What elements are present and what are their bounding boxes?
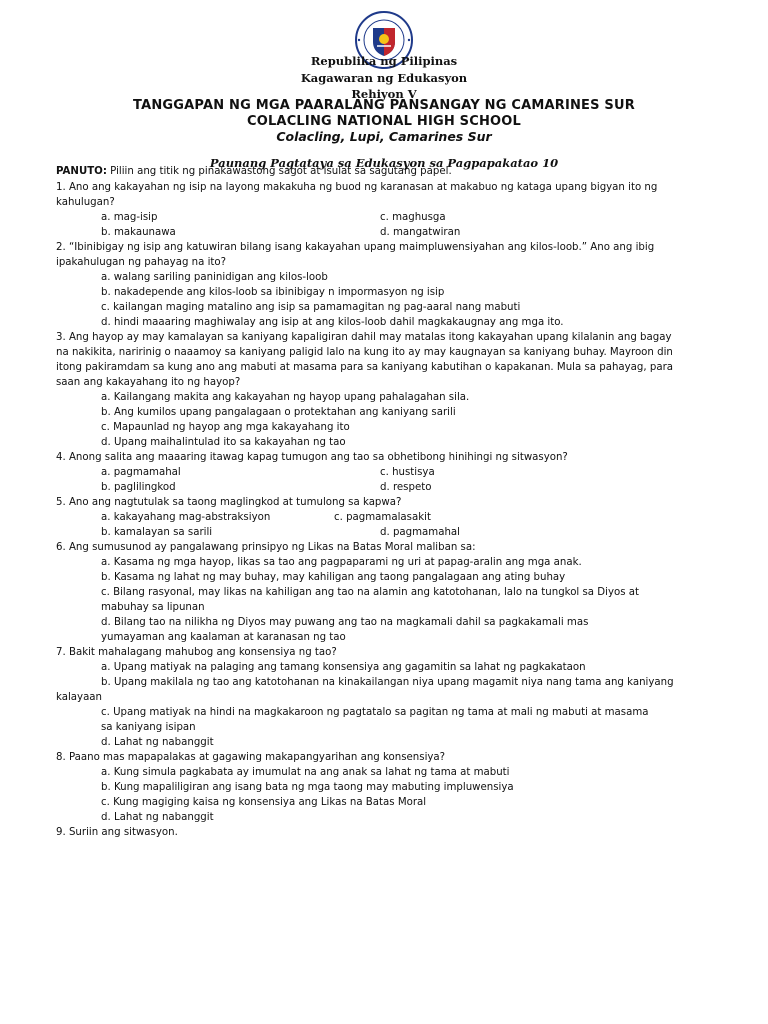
question-line: itong pakiramdam sa kung ano ang mabuti at masama para sa kaniyang kabutihan o kapakanan. Mula sa pahayag, para — [56, 362, 674, 373]
choice-line: b. makaunawa — [101, 227, 176, 238]
choice-line: a. Kasama ng mga hayop, likas sa tao ang pagpaparami ng uri at papag-aralin ang mga anak. — [101, 557, 582, 568]
question-line: 7. Bakit mahalagang mahubog ang konsensiya ng tao? — [56, 647, 337, 658]
choice-line: kalayaan — [56, 692, 103, 703]
choice-line: sa kaniyang isipan — [101, 722, 196, 733]
exam-title: Paunang Pagtataya sa Edukasyon sa Pagpapakatao 10 — [209, 156, 559, 170]
choice-line: c. Upang matiyak na hindi na magkakaroon ng pagtatalo sa pagitan ng tama at mali ng mabuti at masama — [101, 707, 649, 718]
choice-line: c. Mapaunlad ng hayop ang mga kakayahang ito — [101, 422, 350, 433]
instructions — [56, 165, 452, 178]
choice-line: a. walang sariling paninidigan ang kilos-loob — [101, 272, 328, 283]
division-line: TANGGAPAN NG MGA PAARALANG PANSANGAY NG CAMARINES SUR — [133, 98, 635, 113]
choice-line: c. kailangan maging matalino ang isip sa pamamagitan ng pag-aaral nang mabuti — [101, 302, 521, 313]
instructions-text: Piliin ang titik ng pinakawastong sagot at isulat sa sagutang papel. — [106, 166, 452, 177]
choice-line: c. Kung magiging kaisa ng konsensiya ang Likas na Batas Moral — [101, 797, 427, 808]
school-address: Colacling, Lupi, Camarines Sur — [276, 129, 492, 144]
choice-line: c. Bilang rasyonal, may likas na kahiligan ang tao na alamin ang katotohanan, lalo na tungkol sa Diyos at — [101, 587, 640, 598]
question-line: 3. Ang hayop ay may kamalayan sa kaniyang kapaligiran dahil may matalas itong kakayahan upang kilalanin ang bagay — [56, 332, 672, 343]
republic-line: Republika ng Pilipinas — [310, 54, 458, 68]
choice-line: d. mangatwiran — [380, 227, 461, 238]
question-line: 2. “Ibinibigay ng isip ang katuwiran bilang isang kakayahan upang maimpluwensiyahan ang kilos-loob.” Ano ang ibig — [56, 242, 655, 253]
choice-line: d. Lahat ng nabanggit — [101, 737, 214, 748]
question-line: 9. Suriin ang sitwasyon. — [56, 827, 178, 838]
choice-line: b. nakadepende ang kilos-loob sa ibinibigay n impormasyon ng isip — [101, 287, 445, 298]
school-name: COLACLING NATIONAL HIGH SCHOOL — [246, 114, 522, 129]
department-line: Kagawaran ng Edukasyon — [300, 71, 468, 85]
question-line: saan ang kakayahang ito ng hayop? — [56, 377, 241, 388]
choice-line: a. pagmamahal — [101, 467, 181, 478]
choice-line: d. Lahat ng nabanggit — [101, 812, 214, 823]
choice-line: a. Kailangang makita ang kakayahan ng hayop upang pahalagahan sila. — [101, 392, 470, 403]
choice-line: mabuhay sa lipunan — [101, 602, 205, 613]
choice-line: d. hindi maaaring maghiwalay ang isip at ang kilos-loob dahil magkakaugnay ang mga ito. — [101, 317, 564, 328]
choice-line: a. kakayahang mag-abstraksiyon — [101, 512, 271, 523]
choice-line: b. Kasama ng lahat ng may buhay, may kahiligan ang taong pangalagaan ang ating buhay — [101, 572, 566, 583]
choice-line: a. mag-isip — [101, 212, 158, 223]
choice-line: a. Kung simula pagkabata ay imumulat na ang anak sa lahat ng tama at mabuti — [101, 767, 510, 778]
choice-line: d. pagmamahal — [380, 527, 460, 538]
question-line: 5. Ano ang nagtutulak sa taong maglingkod at tumulong sa kapwa? — [56, 497, 402, 508]
question-line: 4. Anong salita ang maaaring itawag kapag tumugon ang tao sa obhetibong hinihingi ng sitwasyon? — [56, 452, 568, 463]
choice-line: a. Upang matiyak na palaging ang tamang konsensiya ang gagamitin sa lahat ng pagkakataon — [101, 662, 586, 673]
choice-line: d. Upang maihalintulad ito sa kakayahan ng tao — [101, 437, 346, 448]
choice-line: d. Bilang tao na nilikha ng Diyos may puwang ang tao na magkamali dahil sa pagkakamali mas — [101, 617, 589, 628]
choice-line: b. paglilingkod — [101, 482, 176, 493]
choice-line: b. kamalayan sa sarili — [101, 527, 213, 538]
choice-line: b. Ang kumilos upang pangalagaan o protektahan ang kaniyang sarili — [101, 407, 456, 418]
question-line: na nakikita, naririnig o naaamoy sa kaniyang paligid lalo na kung ito ay may kaugnayan sa kaniyang buhay. Mayroon din — [56, 347, 673, 358]
question-line: ipakahulugan ng pahayag na ito? — [56, 257, 227, 268]
question-line: 1. Ano ang kakayahan ng isip na layong makakuha ng buod ng karanasan at makabuo ng kataga upang bigyan ito ng — [56, 182, 658, 193]
instructions-label: PANUTO: — [56, 166, 107, 177]
choice-line: b. Kung mapaliligiran ang isang bata ng mga taong may mabuting impluwensiya — [101, 782, 514, 793]
choice-line: c. maghusga — [380, 212, 446, 223]
question-line: 6. Ang sumusunod ay pangalawang prinsipyo ng Likas na Batas Moral maliban sa: — [56, 542, 476, 553]
choice-line: c. hustisya — [380, 467, 435, 478]
question-line: kahulugan? — [56, 197, 115, 208]
choice-line: d. respeto — [380, 482, 432, 493]
choice-line: yumayaman ang kaalaman at karanasan ng tao — [101, 632, 346, 643]
question-line: 8. Paano mas mapapalakas at gagawing makapangyarihan ang konsensiya? — [56, 752, 446, 763]
choice-line: b. Upang makilala ng tao ang katotohanan na kinakailangan niya upang magamit niya nang tama ang kaniyang — [101, 677, 674, 688]
choice-line: c. pagmamalasakit — [334, 512, 431, 523]
region-line: Rehiyon V — [351, 87, 417, 101]
